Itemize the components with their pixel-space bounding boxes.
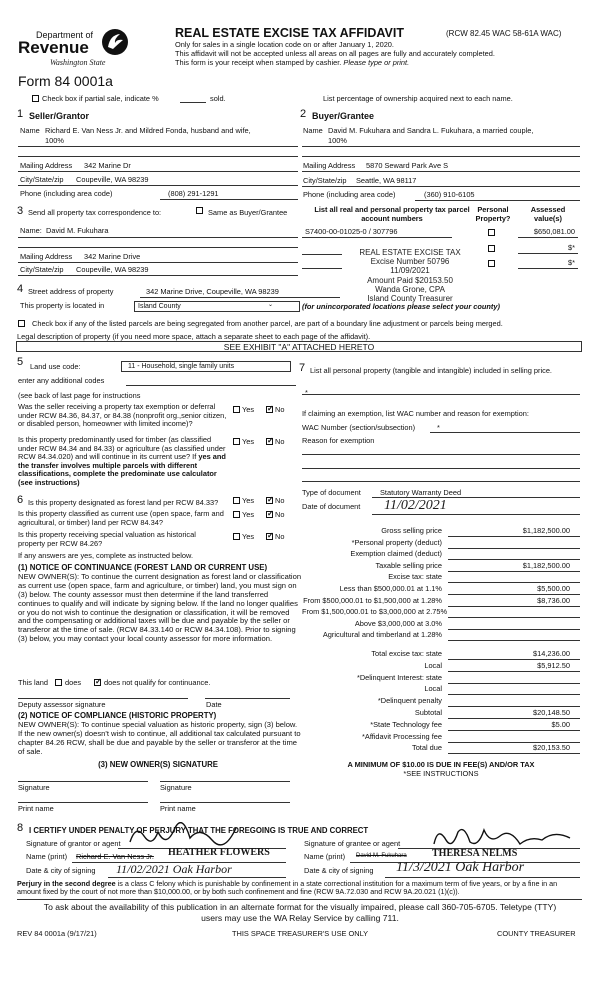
tax-total-row-value-8[interactable]: $20,153.50 — [533, 743, 570, 753]
correspondence-city-label: City/State/zip — [20, 265, 64, 274]
owner-print-label-2: Print name — [160, 804, 196, 813]
section-6-number: 6 — [17, 494, 24, 506]
seller-name-value[interactable]: Richard E. Van Ness Jr. and Mildred Fonda, husband and wife, — [45, 126, 251, 135]
tax-total-row-label-3: Local — [424, 684, 442, 694]
tax-row-label-6: From $500,000.01 to $1,500,000 at 1.28% — [303, 595, 442, 605]
grantee-name-label: Name (print) — [304, 852, 346, 861]
exemption-reason-label: Reason for exemption — [302, 436, 375, 445]
personal-property-label: List all personal property (tangible and intangible) included in selling price. — [310, 366, 552, 375]
perjury-warning: Perjury in the second degree is a class C felony which is punishable by confinement in a state correctional institution for a maximum term of five years, or by a fine in an amount fixed by the court of not more than $10,000.00, or by both such confinement and fine (RCW 9A.72.030 and RCW 9A.20.021 (1)(c)). — [17, 879, 558, 897]
section-3-number: 3 — [17, 205, 24, 217]
forest-question: Is this property designated as forest land per RCW 84.33? — [28, 498, 219, 507]
section-5-number: 5 — [17, 356, 24, 368]
land-does-label: does — [65, 678, 82, 687]
tax-row-label-0: Gross selling price — [381, 526, 442, 535]
tax-total-row-label-0: Total excise tax: state — [371, 649, 442, 658]
tax-total-row-value-0[interactable]: $14,236.00 — [533, 649, 570, 658]
tax-total-row-label-1: Local — [424, 660, 442, 670]
owner-signature-label-2: Signature — [160, 783, 192, 792]
alternate-format-note: To ask about the availability of this publication in an alternate format for the visually impaired, please call 360-705-6705. Teletype (TTY) users may use the WA Relay Service by calling 711. — [43, 902, 557, 924]
parcel-row-2-personal-checkbox[interactable] — [488, 245, 495, 252]
historic-no-checkbox[interactable] — [266, 533, 273, 540]
ownership-note: List percentage of ownership acquired next to each name. — [323, 94, 513, 103]
seller-percent[interactable]: 100% — [45, 136, 64, 145]
wac-number-label: WAC Number (section/subsection) — [302, 423, 416, 432]
seller-phone-label: Phone (including area code) — [20, 189, 113, 198]
parcel-row-3-personal-checkbox[interactable] — [488, 260, 495, 267]
tax-row-value-6[interactable]: $8,736.00 — [537, 595, 570, 605]
tax-row-label-2: Exemption claimed (deduct) — [350, 549, 442, 559]
section-1-number: 1 — [17, 108, 24, 120]
exemption-claim-label: If claiming an exemption, list WAC number and reason for exemption: — [302, 409, 529, 418]
deputy-date-label: Date — [206, 700, 222, 709]
document-type-value[interactable]: Statutory Warranty Deed — [380, 488, 462, 497]
buyer-phone-label: Phone (including area code) — [303, 190, 396, 199]
form-citation: (RCW 82.45 WAC 58-61A WAC) — [446, 29, 562, 38]
buyer-heading: Buyer/Grantee — [312, 111, 375, 121]
legal-description-label: Legal description of property (if you need more space, attach a separate sheet to each page of the affidavit). — [17, 332, 371, 341]
buyer-name-value[interactable]: David M. Fukuhara and Sandra L. Fukuhara, a married couple, — [328, 126, 534, 135]
forest-yes-checkbox[interactable] — [233, 497, 240, 504]
buyer-mail-label: Mailing Address — [303, 161, 356, 170]
land-does-not-label: does not qualify for continuance. — [104, 678, 211, 687]
current-use-yes-label: Yes — [242, 510, 255, 519]
grantee-name-value[interactable]: David M. Fukuhara — [356, 853, 407, 859]
correspondence-city-value[interactable]: Coupeville, WA 98239 — [76, 265, 149, 274]
grantee-date-label: Date & city of signing — [304, 866, 374, 875]
personal-property-value[interactable]: * — [305, 388, 308, 397]
timber-no-checkbox[interactable] — [266, 438, 273, 445]
tax-row-label-8: Above $3,000,000 at 3.0% — [354, 618, 442, 628]
section-7-number: 7 — [299, 362, 306, 374]
buyer-percent[interactable]: 100% — [328, 136, 347, 145]
form-number: Form 84 0001a — [18, 73, 113, 89]
owner-print-label-1: Print name — [18, 804, 54, 813]
forest-yes-label: Yes — [242, 496, 255, 505]
seller-heading: Seller/Grantor — [29, 111, 90, 121]
timber-no-label: No — [275, 437, 285, 446]
forest-no-checkbox[interactable] — [266, 497, 273, 504]
grantee-agent-name[interactable]: THERESA NELMS — [432, 848, 518, 859]
minimum-fee-note: A MINIMUM OF $10.00 IS DUE IN FEE(S) AND/OR TAX — [347, 760, 535, 769]
parcel-row-1-personal-checkbox[interactable] — [488, 229, 495, 236]
document-date-label: Date of document — [302, 502, 361, 511]
document-date-value[interactable]: 11/02/2021 — [384, 498, 447, 513]
timber-yes-checkbox[interactable] — [233, 438, 240, 445]
treasurer-stamp: REAL ESTATE EXCISE TAX Excise Number 50796 11/09/2021 Amount Paid $20153.50 Wanda Grone, CPA Island County Treasurer — [359, 248, 461, 303]
header-line-2: This affidavit will not be accepted unless all areas on all pages are fully and accurately completed. — [175, 49, 495, 58]
segregated-label: Check box if any of the listed parcels are being segregated from another parcel, are part of a boundary line adjustment or parcels being merged. — [32, 319, 503, 328]
correspondence-mail-value[interactable]: 342 Marine Drive — [84, 252, 141, 261]
exemption-no-checkbox[interactable] — [266, 406, 273, 413]
personal-col-header: Personal Property? — [475, 205, 511, 223]
tax-row-label-5: Less than $500,000.01 at 1.1% — [339, 584, 442, 593]
owner-signature-label-1: Signature — [18, 783, 50, 792]
located-label: This property is located in — [20, 301, 105, 310]
document-type-label: Type of document — [302, 488, 361, 497]
exemption-no-label: No — [275, 405, 285, 414]
legal-description-value[interactable]: SEE EXHIBIT "A" ATTACHED HERETO — [223, 342, 375, 352]
compliance-heading: (2) NOTICE OF COMPLIANCE (HISTORIC PROPERTY) — [18, 711, 217, 720]
compliance-body: NEW OWNER(S): To continue special valuation as historic property, sign (3) below. If the new owner(s) doesn't wish to continue, all additional tax calculated pursuant to chapter 84.26 RCW, shall be due and payable by the seller or transferor at the time of sale. — [18, 720, 301, 756]
tax-total-row-label-2: *Delinquent Interest: state — [356, 672, 442, 682]
grantor-name-value[interactable]: Richard E. Van Ness Jr. — [76, 852, 154, 861]
parcel-row-1-number[interactable]: S7400-00-01025-0 / 307796 — [305, 227, 398, 236]
segregated-checkbox[interactable] — [18, 320, 25, 327]
county-treasurer-label: COUNTY TREASURER — [497, 929, 576, 938]
wac-number-value[interactable]: * — [437, 423, 440, 432]
form-title: REAL ESTATE EXCISE TAX AFFIDAVIT — [175, 26, 404, 40]
correspondence-name-value[interactable]: David M. Fukuhara — [46, 226, 109, 235]
dept-label: Department of — [36, 30, 94, 40]
tax-total-row-label-6: *State Technology fee — [370, 719, 442, 729]
historic-yes-label: Yes — [242, 532, 255, 541]
landuse-instructions: (see back of last page for instructions — [18, 391, 141, 400]
deputy-signature-label: Deputy assessor signature — [18, 700, 106, 709]
grantor-signature-label: Signature of grantor or agent — [26, 839, 121, 848]
grantor-date-value[interactable]: 11/02/2021 Oak Harbor — [116, 862, 232, 876]
land-does-checkbox[interactable] — [55, 679, 62, 686]
land-does-not-checkbox[interactable] — [94, 679, 101, 686]
parcel-row-3-value[interactable]: $* — [568, 258, 575, 267]
parcel-col-header: List all real and personal property tax parcel account numbers — [314, 205, 470, 223]
current-use-no-label: No — [275, 510, 285, 519]
state-label: Washington State — [50, 58, 106, 67]
current-use-question: Is this property classified as current use (open space, farm and agricultural, or timber) land per RCW 84.34? — [18, 509, 224, 527]
see-instructions-note: *SEE INSTRUCTIONS — [403, 769, 479, 778]
same-as-buyer-checkbox[interactable] — [196, 207, 203, 214]
additional-codes-label: enter any additional codes — [18, 376, 105, 385]
historic-question: Is this property receiving special valuation as historical property per RCW 84.26? — [18, 530, 196, 548]
exemption-question: Was the seller receiving a property tax exemption or deferral under RCW 84.36, 84.37, or 84.38 (nonprofit org.,senior citizen, or disabled person, homeowner with limited income)? — [18, 402, 227, 429]
header-line-3: This form is your receipt when stamped by cashier. Please type or print. — [175, 58, 410, 67]
grantor-date-label: Date & city of signing — [26, 866, 96, 875]
same-as-buyer-label: Same as Buyer/Grantee — [208, 208, 288, 217]
landuse-select[interactable]: 11 - Household, single family units — [121, 361, 291, 372]
header-line-1: Only for sales in a single location code on or after January 1, 2020. — [175, 40, 394, 49]
timber-yes-label: Yes — [242, 437, 255, 446]
tax-total-row-value-5[interactable]: $20,148.50 — [533, 708, 570, 717]
tax-row-label-3: Taxable selling price — [375, 560, 442, 570]
correspondence-label: Send all property tax correspondence to: — [28, 208, 162, 217]
tax-row-value-0[interactable]: $1,182,500.00 — [522, 526, 570, 535]
timber-question: Is this property predominantly used for timber (as classified under RCW 84.34 and 84.33) or agriculture (as classified under RCW 84.34.020) and will continue in its current use? If yes and the transfer involves multiple parcels with different classifications, complete the predominate use calculator (see instructions) — [18, 435, 226, 487]
tax-total-row-label-4: *Delinquent penalty — [377, 696, 442, 706]
new-owner-signature-heading: (3) NEW OWNER(S) SIGNATURE — [98, 760, 218, 769]
current-use-yes-checkbox[interactable] — [233, 511, 240, 518]
county-dropdown-icon: ⌄ — [267, 302, 273, 308]
seller-city-label: City/State/zip — [20, 175, 64, 184]
historic-yes-checkbox[interactable] — [233, 533, 240, 540]
unincorporated-note: (for unincorporated locations please select your county) — [302, 302, 500, 311]
grantor-agent-name[interactable]: HEATHER FLOWERS — [168, 847, 270, 858]
revenue-logo-text: Revenue — [18, 38, 89, 57]
revenue-logo-icon — [100, 27, 130, 57]
section-2-number: 2 — [300, 108, 307, 120]
buyer-city-value[interactable]: Seattle, WA 98117 — [356, 176, 417, 185]
treasurer-use-label: THIS SPACE TREASURER'S USE ONLY — [232, 929, 369, 938]
seller-mail-label: Mailing Address — [20, 161, 73, 170]
tax-row-label-7: From $1,500,000.01 to $3,000,000 at 2.75% — [302, 607, 448, 617]
section-4-number: 4 — [17, 283, 24, 295]
if-any-yes: If any answers are yes, complete as instructed below. — [18, 551, 193, 560]
partial-sale-suffix: sold. — [210, 94, 226, 103]
seller-mail-value[interactable]: 342 Marine Dr — [84, 161, 131, 170]
assessed-col-header: Assessed value(s) — [530, 205, 566, 223]
exemption-yes-checkbox[interactable] — [233, 406, 240, 413]
tax-total-row-label-8: Total due — [412, 743, 442, 753]
tax-total-row-label-5: Subtotal — [414, 708, 442, 717]
tax-total-row-label-7: *Affidavit Processing fee — [362, 731, 442, 741]
landuse-label: Land use code: — [30, 362, 81, 371]
tax-row-label-1: *Personal property (deduct) — [351, 537, 442, 547]
exemption-yes-label: Yes — [242, 405, 255, 414]
grantor-name-label: Name (print) — [26, 852, 68, 861]
parcel-row-2-value[interactable]: $* — [568, 243, 575, 252]
continuance-body: NEW OWNER(S): To continue the current designation as forest land or classification as current use (open space, farm and agriculture, or timber) land, you must sign on (3) below. The county assessor must then determine if the land transferred continues to qualify and will indicate by signing below. If the land no longer qualifies or you do not wish to continue the designation or classification, it will be removed and the compensating or additional taxes will be due and payable by the seller or transferor at the time of sale. (RCW 84.33.140 or RCW 84.34.108). Prior to signing (3) below, you may contact your local county assessor for more information. — [18, 572, 302, 644]
parcel-row-1-value[interactable]: $650,081.00 — [533, 227, 575, 236]
correspondence-name-label: Name: — [20, 226, 42, 235]
revision-label: REV 84 0001a (9/17/21) — [17, 929, 97, 938]
current-use-no-checkbox[interactable] — [266, 511, 273, 518]
seller-phone-value[interactable]: (808) 291-1291 — [168, 189, 219, 198]
partial-sale-label: Check box if partial sale, indicate % — [42, 94, 159, 103]
tax-row-value-5[interactable]: $5,500.00 — [537, 584, 570, 593]
correspondence-mail-label: Mailing Address — [20, 252, 73, 261]
tax-row-label-4: Excise tax: state — [388, 572, 442, 582]
grantee-date-value[interactable]: 11/3/2021 Oak Harbor — [396, 860, 525, 875]
seller-city-value[interactable]: Coupeville, WA 98239 — [76, 175, 149, 184]
seller-name-label: Name — [20, 126, 40, 135]
continuance-heading: (1) NOTICE OF CONTINUANCE (FOREST LAND OR CURRENT USE) — [18, 563, 268, 572]
street-label: Street address of property — [28, 287, 114, 296]
grantee-signature-label: Signature of grantee or agent — [304, 839, 401, 848]
tax-total-row-value-6[interactable]: $5.00 — [551, 719, 570, 729]
this-land-label: This land — [18, 678, 48, 687]
street-value[interactable]: 342 Marine Drive, Coupeville, WA 98239 — [146, 287, 279, 296]
historic-no-label: No — [275, 532, 285, 541]
buyer-city-label: City/State/zip — [303, 176, 347, 185]
section-8-number: 8 — [17, 822, 24, 834]
buyer-phone-value[interactable]: (360) 910-6105 — [424, 190, 475, 199]
county-select[interactable]: Island County ⌄ — [134, 301, 300, 312]
tax-row-label-9: Agricultural and timberland at 1.28% — [322, 630, 442, 640]
tax-row-value-3[interactable]: $1,182,500.00 — [522, 560, 570, 570]
buyer-mail-value[interactable]: 5870 Seward Park Ave S — [366, 161, 449, 170]
certify-statement: I CERTIFY UNDER PENALTY OF PERJURY THAT THE FOREGOING IS TRUE AND CORRECT — [29, 826, 369, 835]
tax-total-row-value-1[interactable]: $5,912.50 — [537, 660, 570, 670]
forest-no-label: No — [275, 496, 285, 505]
partial-sale-checkbox[interactable] — [32, 95, 39, 102]
buyer-name-label: Name — [303, 126, 323, 135]
